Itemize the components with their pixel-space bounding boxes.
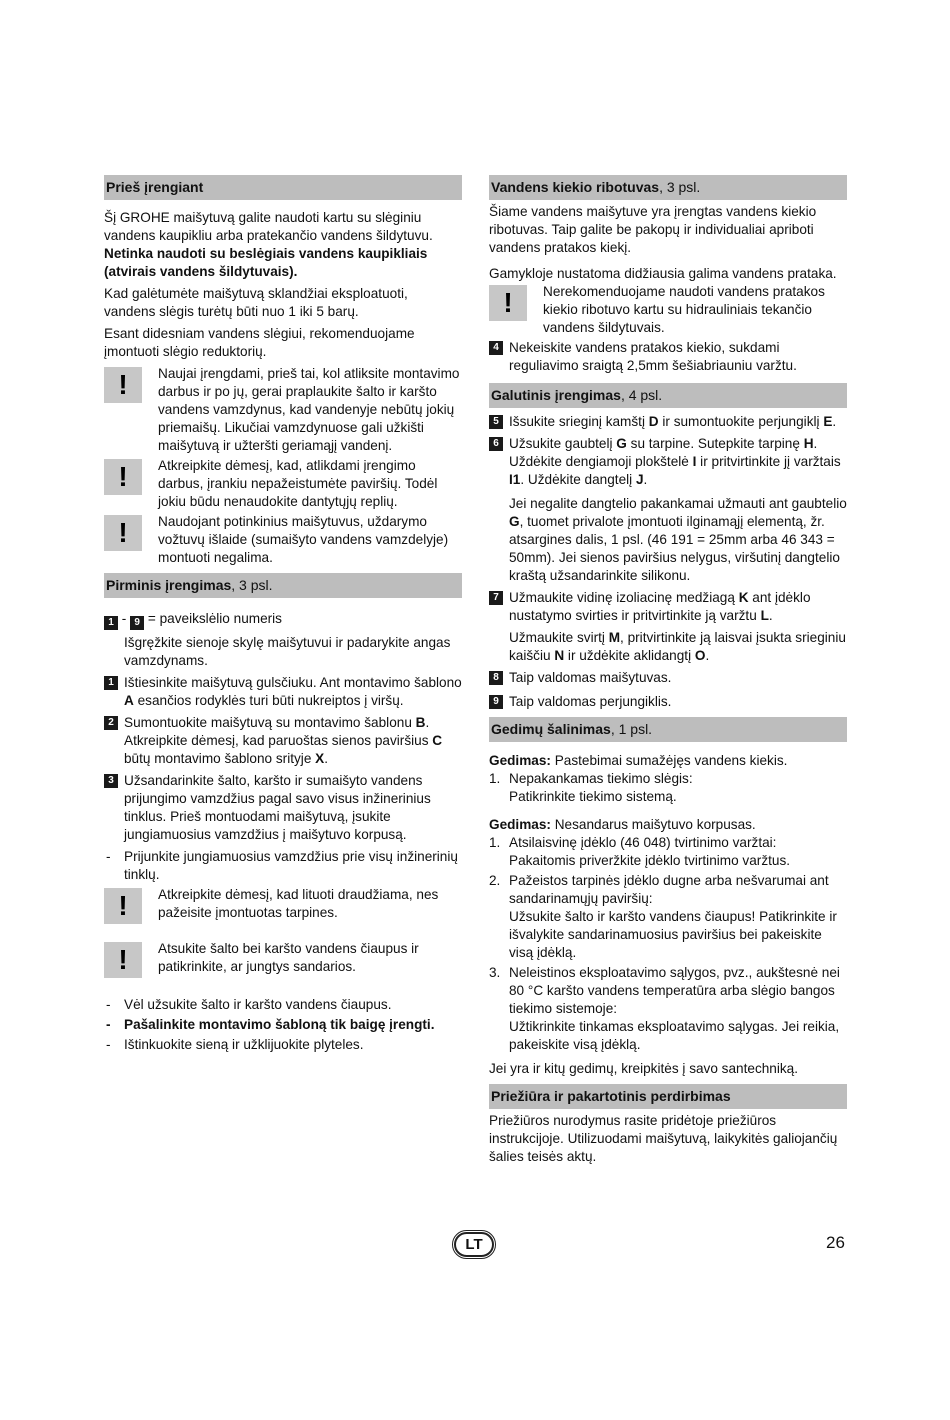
- paragraph: Priežiūros nurodymus rasite pridėtoje priežiūros instrukcijoje. Utilizuodami maišytuvą, laikykitės galiojančių šalies teisės aktų.: [489, 1113, 838, 1164]
- paragraph: Jei yra ir kitų gedimų, kreipkitės į savo santechniką.: [489, 1061, 799, 1076]
- warning-note: ! Atsukite šalto bei karšto vandens čiaupus ir patikrinkite, ar jungtys sandarios.: [104, 940, 462, 980]
- paragraph: Jei negalite dangtelio pakankamai užmauti ant gaubtelio G, tuomet privalote įmontuoti ilginamąjį elementą, žr. atsargines dalis, 1 psl. (46 191 = 25mm arba 46 343 = 50mm). Jei sienos paviršius nelygus, viršutinį dangtelio kraštą užsandarinkite silikonu.: [509, 496, 847, 583]
- right-column: [489, 175, 847, 1170]
- step-5: 5 Išsukite srieginį kamštį D ir sumontuokite perjungiklį E.: [489, 413, 847, 431]
- paragraph: Užmaukite svirtį M, pritvirtinkite ją laisvai įsukta srieginiu kaiščiu N ir uždėkite aklidangtį O.: [509, 630, 846, 663]
- warning-note: ! Naudojant potinkinius maišytuvus, uždarymo vožtuvų išlaide (sumaišyto vandens vamzdelyje) montuoti negalima.: [104, 513, 462, 567]
- dash-item: - Vėl užsukite šalto ir karšto vandens čiaupus.: [104, 996, 462, 1014]
- dash-item: - Ištinkuokite sieną ir užklijuokite plyteles.: [104, 1036, 462, 1054]
- step-4: 4 Nekeiskite vandens pratakos kiekio, sukdami reguliavimo sraigtą 2,5mm šešiabriauniu varžtu.: [489, 339, 847, 375]
- step-6: 6 Užsukite gaubtelį G su tarpine. Sutepkite tarpinę H. Uždėkite dengiamoji plokštelė I ir pritvirtinkite jį varžtais I1. Uždėkite dangtelį J.: [489, 435, 847, 489]
- section-header-final-install: Galutinis įrengimas, 4 psl.: [489, 383, 847, 408]
- step-1: 1 Ištiesinkite maišytuvą gulsčiuku. Ant montavimo šablono A esančios rodyklės turi būti nukreiptos į viršų.: [104, 674, 462, 710]
- warning-note: ! Nerekomenduojame naudoti vandens pratakos kiekio ribotuvo kartu su hidrauliniais tekančio vandens šildytuvais.: [489, 283, 847, 337]
- list-item: 2. Pažeistos tarpinės įdėklo dugne arba nešvarumai ant sandarinamųjų paviršių: Užsukite šalto ir karšto vandens čiaupus! Patikrinkite ir išvalykite sandarinamuosius paviršius bei pakeiskite visą įdėklą.: [489, 873, 837, 960]
- list-item: 1. Atsilaisvinę įdėklo (46 048) tvirtinimo varžtai: Pakaitomis priveržkite įdėklo tvirtinimo varžtus.: [489, 835, 791, 868]
- paragraph: Šį GROHE maišytuvą galite naudoti kartu su slėginiu vandens kaupikliu arba pratekančio vandens šildytuvu. Netinka naudoti su beslėgiais vandens kaupikliais (atvirais vandens šildytuvais).: [104, 210, 433, 279]
- left-column: [104, 175, 462, 1056]
- warning-icon: !: [104, 942, 142, 978]
- list-item: 1. Nepakankamas tiekimo slėgis: Patikrinkite tiekimo sistemą.: [489, 771, 693, 804]
- step-7: 7 Užmaukite vidinę izoliacinę medžiagą K ant įdėklo nustatymo svirties ir pritvirtinkite ją varžtu L.: [489, 589, 847, 625]
- figure-number-note: 1 - 9 = paveikslėlio numeris: [104, 610, 462, 630]
- warning-icon: !: [489, 285, 527, 321]
- fault-line: Gedimas: Pastebimai sumažėjęs vandens kiekis.: [489, 753, 788, 768]
- paragraph: Gamykloje nustatoma didžiausia galima vandens prataka.: [489, 266, 837, 281]
- step-9: 9 Taip valdomas perjungiklis.: [489, 693, 847, 711]
- warning-icon: !: [104, 459, 142, 495]
- warning-note: ! Atkreipkite dėmesį, kad, atlikdami įrengimo darbus, įrankiu nepažeistumėte paviršių. Todėl jokiu būdu nenaudokite dantytųjų replių.: [104, 457, 462, 511]
- warning-icon: !: [104, 515, 142, 551]
- paragraph: Išgręžkite sienoje skylę maišytuvui ir padarykite angas vamzdynams.: [124, 635, 451, 668]
- section-header-initial-install: Pirminis įrengimas, 3 psl.: [104, 573, 462, 598]
- dash-item-bold: - Pašalinkite montavimo šabloną tik baigę įrengti.: [104, 1016, 462, 1034]
- step-8: 8 Taip valdomas maišytuvas.: [489, 669, 847, 687]
- warning-note: ! Naujai įrengdami, prieš tai, kol atliksite montavimo darbus ir po jų, gerai praplaukite šalto ir karšto vandens vamzdynus, kad vandenyje nebūtų jokių priemaišų. Likučiai vamzdynuose gali užkišti maišytuvą ir užteršti geriamąjį vandenį.: [104, 365, 462, 455]
- page-number: 26: [826, 1233, 845, 1252]
- paragraph: Kad galėtumėte maišytuvą sklandžiai eksploatuoti, vandens slėgis turėtų būti nuo 1 iki 5 barų.: [104, 286, 408, 319]
- section-header-before-install: Prieš įrengiant: [104, 175, 462, 200]
- warning-note: ! Atkreipkite dėmesį, kad lituoti draudžiama, nes pažeisite įmontuotas tarpines.: [104, 886, 462, 926]
- paragraph: Esant didesniam vandens slėgiui, rekomenduojame įmontuoti slėgio reduktorių.: [104, 326, 415, 359]
- paragraph: Šiame vandens maišytuve yra įrengtas vandens kiekio ribotuvas. Taip galite be pakopų ir individualiai apriboti vandens pratakos kiekį.: [489, 204, 817, 255]
- warning-icon: !: [104, 367, 142, 403]
- language-badge: LT: [454, 1232, 494, 1257]
- section-header-maintenance: Priežiūra ir pakartotinis perdirbimas: [489, 1084, 847, 1109]
- step-3: 3 Užsandarinkite šalto, karšto ir sumaišyto vandens prijungimo vamzdžius pagal savo visus inžinerinius tinklus. Prieš montuodami maišytuvą, įsukite jungiamuosius vamzdžius į maišytuvo korpusą.: [104, 772, 462, 844]
- warning-icon: !: [104, 888, 142, 924]
- step-2: 2 Sumontuokite maišytuvą su montavimo šablonu B. Atkreipkite dėmesį, kad paruoštas sienos paviršius C būtų montavimo šablono srityje X.: [104, 714, 462, 768]
- list-item: 3. Neleistinos eksploatavimo sąlygos, pvz., aukštesnė nei 80 °C karšto vandens temperatūra arba slėgio bangos tiekimo sistemoje: Užtikrinkite tinkamas eksploatavimo sąlygas. Jei reikia, pakeiskite visą įdėklą.: [489, 965, 840, 1052]
- dash-item: - Prijunkite jungiamuosius vamzdžius prie visų inžinerinių tinklų.: [104, 848, 462, 884]
- section-header-flow-limiter: Vandens kiekio ribotuvas, 3 psl.: [489, 175, 847, 200]
- fault-line: Gedimas: Nesandarus maišytuvo korpusas.: [489, 817, 756, 832]
- section-header-troubleshooting: Gedimų šalinimas, 1 psl.: [489, 717, 847, 742]
